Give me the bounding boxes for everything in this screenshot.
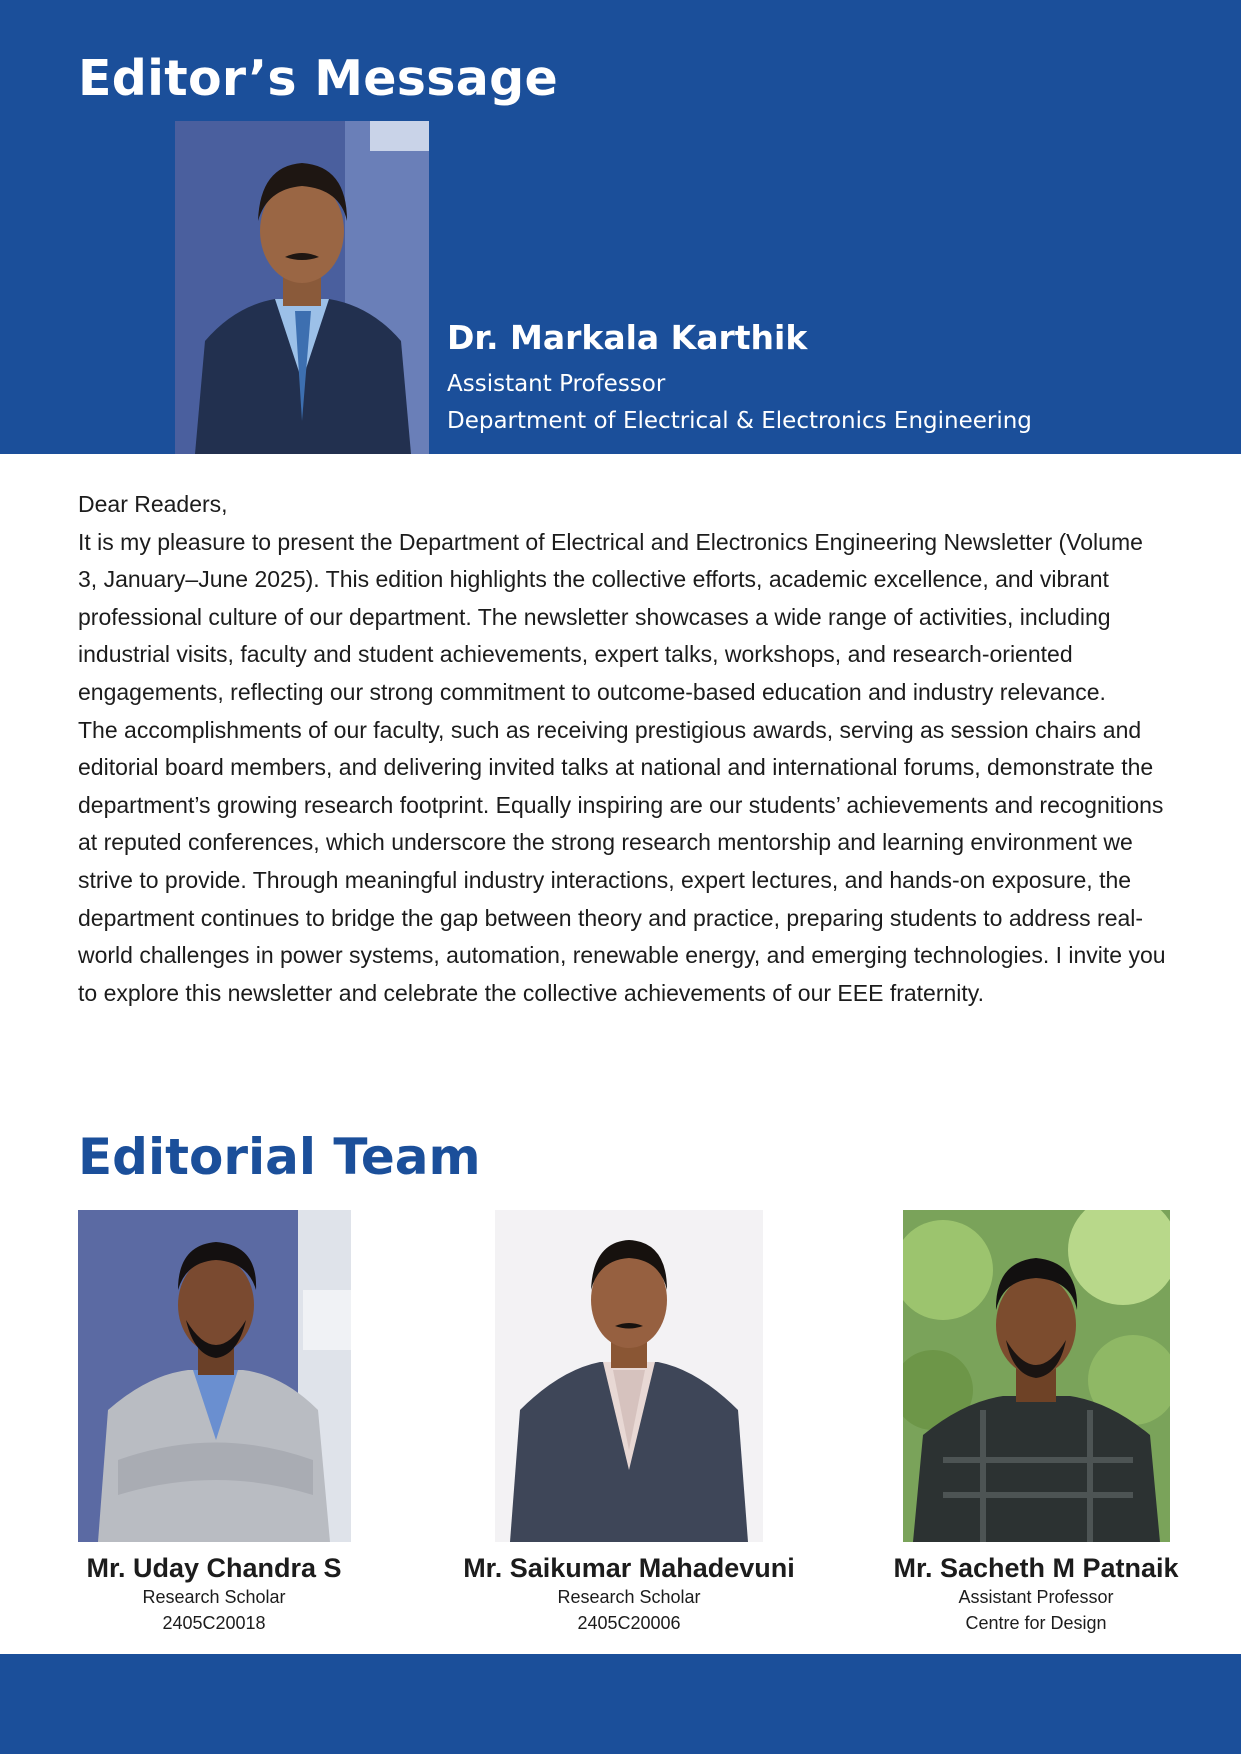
team-member-photo	[78, 1210, 351, 1542]
team-member-name: Mr. Sacheth M Patnaik	[893, 1553, 1179, 1583]
team-member-id: 2405C20018	[162, 1613, 266, 1633]
page-title: Editor’s Message	[78, 50, 558, 107]
editor-info	[447, 318, 1032, 440]
footer-band	[0, 1654, 1241, 1754]
team-member-photo	[903, 1210, 1170, 1542]
team-member-role: Research Scholar	[557, 1587, 701, 1607]
team-member-name: Mr. Saikumar Mahadevuni	[463, 1553, 795, 1583]
team-member-card	[880, 1210, 1192, 1636]
editor-name: Dr. Markala Karthik	[447, 318, 808, 357]
message-salutation: Dear Readers,	[78, 491, 228, 517]
team-member-card	[63, 1210, 365, 1636]
team-member-role: Assistant Professor	[958, 1587, 1114, 1607]
editor-department: Department of Electrical & Electronics Engineering	[447, 408, 1032, 434]
editor-message	[78, 486, 1168, 1012]
editor-designation: Assistant Professor	[447, 371, 666, 397]
message-paragraph-1: It is my pleasure to present the Department of Electrical and Electronics Engineering Newsletter (Volume 3, January–June 2025). This edition highlights the collective efforts, academic excellence, and vibrant professional culture of our department. The newsletter showcases a wide range of activities, including industrial visits, faculty and student achievements, expert talks, workshops, and research-oriented engagements, reflecting our strong commitment to outcome-based education and industry relevance.	[78, 528, 1143, 705]
message-paragraph-2: The accomplishments of our faculty, such as receiving prestigious awards, serving as session chairs and editorial board members, and delivering invited talks at national and international forums, demonstrate the department’s growing research footprint. Equally inspiring are our students’ achievements and recognitions at reputed conferences, which underscore the strong research mentorship and learning environment we strive to provide. Through meaningful industry interactions, expert lectures, and hands-on exposure, the department continues to bridge the gap between theory and practice, preparing students to address real-world challenges in power systems, automation, renewable energy, and emerging technologies. I invite you to explore this newsletter and celebrate the collective achievements of our EEE fraternity.	[78, 716, 1166, 1006]
team-member-role: Research Scholar	[142, 1587, 286, 1607]
editor-photo	[175, 121, 429, 454]
team-member-name: Mr. Uday Chandra S	[86, 1553, 342, 1583]
team-member-dept: Centre for Design	[965, 1613, 1107, 1633]
team-member-photo	[495, 1210, 763, 1542]
team-member-id: 2405C20006	[577, 1613, 681, 1633]
team-member-card	[448, 1210, 810, 1636]
editorial-team-title: Editorial Team	[78, 1128, 481, 1186]
